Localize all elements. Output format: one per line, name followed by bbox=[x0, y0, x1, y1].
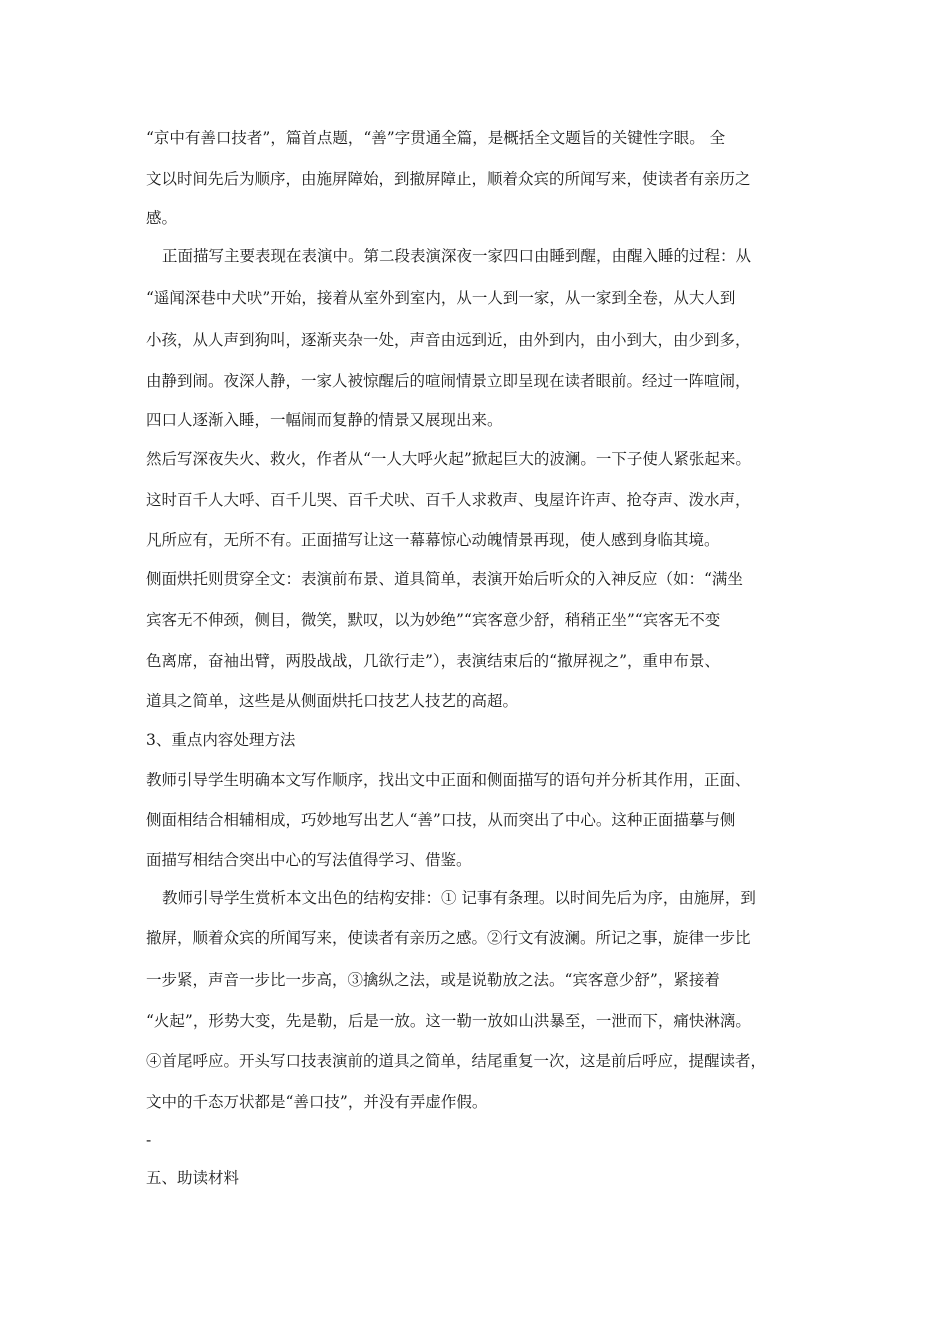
paragraph-line-8: 四口人逐渐入睡，一幅闹而复静的情景又展现出来。 bbox=[146, 411, 503, 429]
paragraph-line-14: 色离席，奋袖出臂，两股战战，几欲行走”），表演结束后的“撤屏视之”，重申布景、 bbox=[146, 652, 721, 670]
paragraph-line-25: 文中的千态万状都是“善口技”，并没有弄虚作假。 bbox=[146, 1093, 488, 1111]
paragraph-line-10: 这时百千人大呼、百千儿哭、百千犬吠、百千人求救声、曳屋许许声、抢夺声、泼水声， bbox=[146, 491, 751, 509]
paragraph-line-22: 一步紧，声音一步比一步高，③擒纵之法，或是说勒放之法。“宾客意少舒”，紧接着 bbox=[146, 971, 720, 989]
paragraph-line-20: 教师引导学生赏析本文出色的结构安排：① 记事有条理。以时间先后为序，由施屏，到 bbox=[162, 889, 756, 907]
section-heading-3: 3、重点内容处理方法 bbox=[146, 731, 296, 749]
paragraph-line-17: 教师引导学生明确本文写作顺序，找出文中正面和侧面描写的语句并分析其作用，正面、 bbox=[146, 771, 751, 789]
paragraph-line-7: 由静到闹。夜深人静，一家人被惊醒后的喧闹情景立即呈现在读者眼前。经过一阵喧闹， bbox=[146, 372, 751, 390]
paragraph-line-2: 文以时间先后为顺序，由施屏障始，到撤屏障止，顺着众宾的所闻写来，使读者有亲历之 bbox=[146, 170, 751, 188]
separator-dash: - bbox=[146, 1131, 152, 1149]
paragraph-line-9: 然后写深夜失火、救火，作者从“一人大呼火起”掀起巨大的波澜。一下子使人紧张起来。 bbox=[146, 450, 751, 468]
paragraph-line-5: “遥闻深巷中犬吠”开始，接着从室外到室内，从一人到一家，从一家到全卷，从大人到 bbox=[146, 289, 736, 307]
paragraph-line-24: ④首尾呼应。开头写口技表演前的道具之简单，结尾重复一次，这是前后呼应，提醒读者， bbox=[146, 1052, 767, 1070]
paragraph-line-15: 道具之简单，这些是从侧面烘托口技艺人技艺的高超。 bbox=[146, 692, 519, 710]
paragraph-line-19: 面描写相结合突出中心的写法值得学习、借鉴。 bbox=[146, 851, 472, 869]
paragraph-line-13: 宾客无不伸颈，侧目，微笑，默叹，以为妙绝”“宾客意少舒，稍稍正坐”“宾客无不变 bbox=[146, 611, 721, 629]
paragraph-line-23: “火起”，形势大变，先是勒，后是一放。这一勒一放如山洪暴至，一泄而下，痛快淋漓。 bbox=[146, 1012, 751, 1030]
paragraph-line-4: 正面描写主要表现在表演中。第二段表演深夜一家四口由睡到醒，由醒入睡的过程：从 bbox=[162, 247, 752, 265]
paragraph-line-3: 感。 bbox=[146, 209, 178, 227]
paragraph-line-6: 小孩，从人声到狗叫，逐渐夹杂一处，声音由远到近，由外到内，由小到大，由少到多， bbox=[146, 331, 751, 349]
paragraph-line-11: 凡所应有，无所不有。正面描写让这一幕幕惊心动魄情景再现，使人感到身临其境。 bbox=[146, 531, 720, 549]
paragraph-line-1: “京中有善口技者”，篇首点题，“善”字贯通全篇，是概括全文题旨的关键性字眼。 全 bbox=[146, 129, 726, 147]
paragraph-line-12: 侧面烘托则贯穿全文：表演前布景、道具简单，表演开始后听众的入神反应（如：“满坐 bbox=[146, 570, 743, 588]
paragraph-line-21: 撤屏，顺着众宾的所闻写来，使读者有亲历之感。②行文有波澜。所记之事，旋律一步比 bbox=[146, 929, 751, 947]
section-heading-5: 五、助读材料 bbox=[146, 1169, 240, 1187]
paragraph-line-18: 侧面相结合相辅相成，巧妙地写出艺人“善”口技，从而突出了中心。这种正面描摹与侧 bbox=[146, 811, 736, 829]
